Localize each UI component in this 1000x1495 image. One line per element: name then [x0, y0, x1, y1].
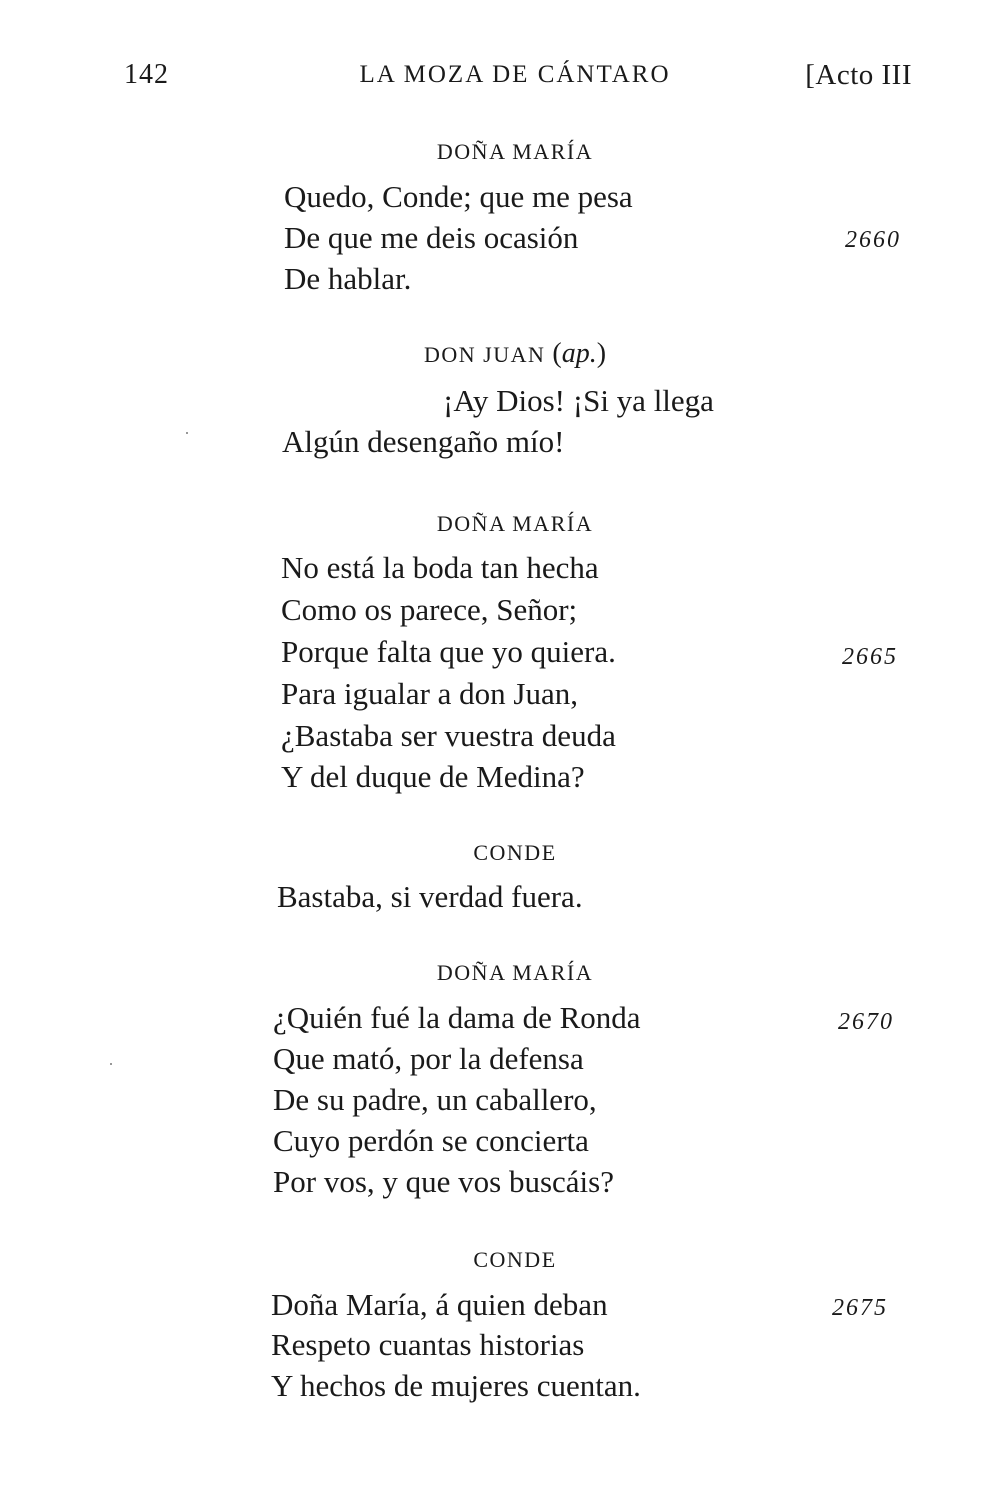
verse-line: ¿Bastaba ser vuestra deuda: [281, 718, 616, 753]
verse-line: De que me deis ocasión: [284, 220, 579, 255]
verse-line: Para igualar a don Juan,: [281, 676, 578, 711]
speaker-name: CONDE: [473, 840, 557, 865]
verse-line: De hablar.: [284, 261, 412, 296]
speaker-name: DOÑA MARÍA: [436, 960, 594, 985]
speaker-name: DOÑA MARÍA: [436, 511, 594, 536]
verse-line: Porque falta que yo quiera.: [281, 634, 616, 669]
line-number: 2660: [845, 227, 901, 253]
verse-line: No está la boda tan hecha: [281, 550, 599, 585]
speaker-name: CONDE: [473, 1247, 557, 1272]
verse-line: Y del duque de Medina?: [281, 759, 585, 794]
verse-line: Respeto cuantas historias: [271, 1327, 585, 1362]
verse-line: ¡Ay Dios! ¡Si ya llega: [443, 383, 714, 418]
print-speck: [186, 432, 188, 434]
verse-line: Que mató, por la defensa: [273, 1041, 584, 1076]
verse-line: Y hechos de mujeres cuentan.: [271, 1368, 641, 1403]
speaker-name-with-aside: DON JUAN (ap.): [423, 338, 607, 369]
verse-line: ¿Quién fué la dama de Ronda: [273, 1000, 641, 1035]
verse-line: Por vos, y que vos buscáis?: [273, 1164, 614, 1199]
page-number: 142: [124, 59, 169, 90]
verse-line: De su padre, un caballero,: [273, 1082, 597, 1117]
running-title: LA MOZA DE CÁNTARO: [359, 61, 671, 88]
speaker-name: DON JUAN: [423, 342, 546, 367]
verse-line: Bastaba, si verdad fuera.: [277, 879, 583, 914]
act-label: [Acto III: [805, 59, 912, 91]
line-number: 2665: [842, 644, 898, 670]
verse-line: Como os parece, Señor;: [281, 592, 578, 627]
stage-direction-aside: ap.: [561, 338, 597, 369]
verse-line: Algún desengaño mío!: [282, 424, 565, 459]
line-number: 2670: [838, 1009, 894, 1035]
speaker-name: DOÑA MARÍA: [436, 139, 594, 164]
line-number: 2675: [832, 1295, 888, 1321]
verse-line: Cuyo perdón se concierta: [273, 1123, 589, 1158]
verse-line: Doña María, á quien deban: [271, 1287, 608, 1322]
verse-line: Quedo, Conde; que me pesa: [284, 179, 633, 214]
print-speck: [110, 1063, 112, 1065]
